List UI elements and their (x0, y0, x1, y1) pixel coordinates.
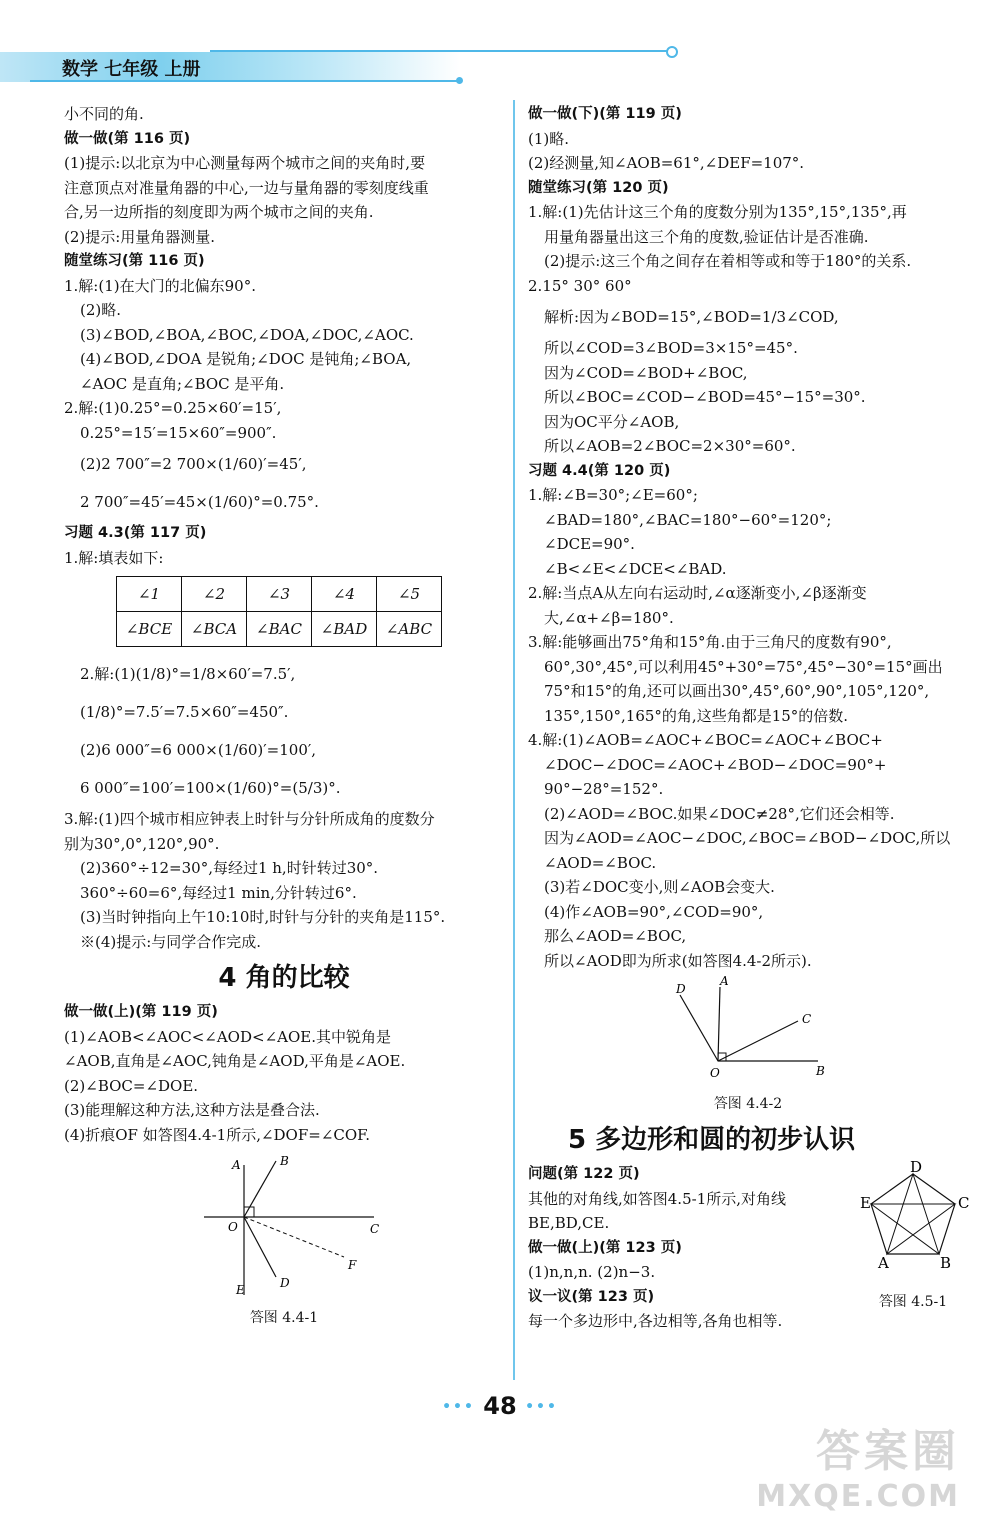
text-line: 小不同的角. (64, 105, 144, 123)
exercise-4-3-q1: 1.解:填表如下: (64, 548, 164, 567)
text-line: 75°和15°的角,还可以画出30°,45°,60°,90°,105°,120°, (544, 682, 930, 700)
text-line: ∠B<∠E<∠DCE<∠BAD. (544, 559, 727, 578)
text-line: 习题 4.4(第 120 页) (528, 462, 671, 479)
text-line: 合,另一边所指的刻度即为两个城市之间的夹角. (64, 203, 374, 221)
text-line: 360°÷60=6°,每经过1 min,分针转过6°. (80, 883, 357, 902)
table-cell: ∠BCE (117, 612, 182, 647)
header-rule-dot (666, 46, 678, 58)
table-cell: ∠ABC (377, 612, 442, 647)
text-line: 议一议(第 123 页) (528, 1288, 655, 1305)
left-text-block-b (64, 807, 504, 954)
math-line: (2)2 700″=2 700×(1/60)′=45′, (80, 455, 307, 473)
figure-4-5-1 (858, 1158, 970, 1314)
table-cell: ∠BAD (312, 612, 377, 647)
text-line: 随堂练习(第 120 页) (528, 179, 669, 196)
text-line: (3)∠BOD,∠BOA,∠BOC,∠DOA,∠DOC,∠AOC. (80, 325, 414, 344)
figure-4-4-2-diagram (658, 973, 838, 1083)
text-line: (2)360°÷12=30°,每经过1 h,时针转过30°. (80, 859, 379, 877)
page-number: 48 (483, 1392, 517, 1420)
header-rule-top (210, 50, 670, 52)
figure-4-4-1-caption: 答图 4.4-1 (249, 1309, 319, 1326)
text-line: 每一个多边形中,各边相等,各角也相等. (528, 1312, 783, 1330)
math-line: (1/8)°=7.5′=7.5×60″=450″. (80, 703, 289, 721)
text-line: (1)n,n,n. (2)n−3. (528, 1263, 656, 1281)
text-line: ※(4)提示:与同学合作完成. (80, 932, 262, 951)
text-line: 3.解:(1)四个城市相应钟表上时针与分针所成角的度数分 (64, 810, 435, 828)
text-line: 做一做(上)(第 123 页) (528, 1239, 682, 1256)
fig1-label: D (280, 1276, 290, 1290)
fig2-label: B (816, 1064, 825, 1078)
watermark-line2: MXQE.COM (756, 1479, 960, 1514)
figure-4-4-2 (528, 973, 968, 1116)
left-math-block-b (64, 655, 504, 807)
exercise-4-3-heading: 习题 4.3(第 117 页) (64, 525, 207, 541)
text-line: (4)作∠AOB=90°,∠COD=90°, (544, 902, 764, 921)
text-line: 注意顶点对准量角器的中心,一边与量角器的零刻度线重 (64, 178, 429, 197)
footer-dots-left: ••• (442, 1399, 475, 1415)
text-line: 那么∠AOD=∠BOC, (544, 927, 687, 945)
text-line: ∠DCE=90°. (544, 535, 635, 553)
text-line: ∠AOD=∠BOC. (544, 853, 657, 872)
table-cell: ∠5 (377, 577, 442, 612)
text-line: (1)提示:以北京为中心测量每两个城市之间的夹角时,要 (64, 154, 426, 172)
left-column (64, 102, 504, 1330)
right-column (528, 102, 968, 1334)
table-cell: ∠BAC (247, 612, 312, 647)
text-line: 90°−28°=152°. (544, 780, 664, 798)
answer-table-value-row (117, 612, 442, 647)
section-5-title: 5 多边形和圆的初步认识 (568, 1125, 856, 1155)
left-text-block-a (64, 102, 504, 445)
text-line: 所以∠AOD即为所求(如答图4.4-2所示). (544, 951, 812, 970)
text-line: ∠AOB,直角是∠AOC,钝角是∠AOD,平角是∠AOE. (64, 1052, 406, 1070)
watermark (756, 1415, 960, 1514)
math-line: 6 000″=100′=100×(1/60)°=(5/3)°. (80, 779, 341, 797)
table-cell: ∠3 (247, 577, 312, 612)
table-cell: ∠1 (117, 577, 182, 612)
text-line: 所以∠BOC=∠COD−∠BOD=45°−15°=30°. (544, 388, 866, 406)
figure-4-4-1 (64, 1147, 504, 1330)
text-line: 60°,30°,45°,可以利用45°+30°=75°,45°−30°=15°画出 (544, 657, 943, 676)
fig3-label: A (878, 1254, 889, 1272)
column-divider (513, 100, 515, 1380)
section-4-title: 4 角的比较 (218, 963, 350, 993)
text-line: 别为30°,0°,120°,90°. (64, 834, 220, 853)
answer-table-header-row (117, 577, 442, 612)
section-5-body (528, 1158, 970, 1334)
fig3-label: E (860, 1194, 871, 1212)
text-line: 因为∠COD=∠BOD+∠BOC, (544, 363, 748, 382)
table-cell: ∠BCA (182, 612, 247, 647)
fig3-label: C (958, 1194, 970, 1212)
text-line: 因为OC平分∠AOB, (544, 412, 680, 431)
figure-4-5-1-caption: 答图 4.5-1 (878, 1293, 948, 1310)
text-line: (4)∠BOD,∠DOA 是锐角;∠DOC 是钝角;∠BOA, (80, 350, 412, 368)
answer-table (116, 576, 442, 647)
header-title: 数学 七年级 上册 (62, 59, 201, 80)
right-text-block-a (528, 102, 968, 298)
text-line: 问题(第 122 页) (528, 1166, 640, 1182)
text-line: 4.解:(1)∠AOB=∠AOC+∠BOC=∠AOC+∠BOC+ (528, 731, 883, 749)
text-line: 2.解:(1)0.25°=0.25×60′=15′, (64, 399, 282, 417)
text-line: 1.解:∠B=30°;∠E=60°; (528, 486, 698, 504)
text-line: (1)∠AOB<∠AOC<∠AOD<∠AOE.其中锐角是 (64, 1027, 391, 1046)
text-line: ∠AOC 是直角;∠BOC 是平角. (80, 374, 285, 393)
text-line: 做一做(第 116 页) (64, 130, 191, 147)
text-line: 做一做(下)(第 119 页) (528, 106, 682, 122)
math-line: 解析:因为∠BOD=15°,∠BOD=1/3∠COD, (544, 308, 839, 326)
text-line: (2)提示:用量角器测量. (64, 227, 216, 246)
watermark-line1: 答案圈 (816, 1426, 960, 1477)
right-math-block-a (528, 298, 968, 336)
text-line: 3.解:能够画出75°角和15°角.由于三角尺的度数有90°, (528, 633, 892, 651)
text-line: ∠BAD=180°,∠BAC=180°−60°=120°; (544, 510, 832, 529)
left-text-block-c (64, 1000, 504, 1147)
text-line: (4)折痕OF 如答图4.4-1所示,∠DOF=∠COF. (64, 1125, 371, 1144)
text-line: (2)∠AOD=∠BOC.如果∠DOC≠28°,它们还会相等. (544, 804, 895, 823)
text-line: (2)∠BOC=∠DOE. (64, 1076, 199, 1095)
fig2-label: C (802, 1012, 812, 1026)
fig3-label: D (910, 1158, 923, 1176)
table-cell: ∠4 (312, 577, 377, 612)
table-cell: ∠2 (182, 577, 247, 612)
text-line: 随堂练习(第 116 页) (64, 253, 205, 269)
fig2-label: D (676, 982, 686, 996)
left-math-block-a (64, 445, 504, 521)
fig2-label: O (710, 1066, 720, 1080)
text-line: 1.解:(1)先估计这三个角的度数分别为135°,15°,135°,再 (528, 203, 907, 221)
fig1-label: E (236, 1283, 245, 1297)
text-line: 大,∠α+∠β=180°. (544, 608, 674, 627)
right-text-block-b (528, 336, 968, 973)
text-line: (2)经测量,知∠AOB=61°,∠DEF=107°. (528, 154, 805, 172)
text-line: (2)提示:这三个角之间存在着相等或和等于180°的关系. (544, 252, 912, 270)
text-line: (3)若∠DOC变小,则∠AOB会变大. (544, 878, 775, 896)
fig2-label: A (720, 974, 729, 988)
fig1-label: O (228, 1220, 238, 1234)
text-line: 2.解:当点A从左向右运动时,∠α逐渐变小,∠β逐渐变 (528, 584, 867, 602)
text-line: 0.25°=15′=15×60″=900″. (80, 423, 277, 442)
fig1-label: F (348, 1258, 357, 1272)
math-line: 2.解:(1)(1/8)°=1/8×60′=7.5′, (80, 665, 296, 683)
text-line: ∠DOC−∠DOC=∠AOC+∠BOD−∠DOC=90°+ (544, 755, 887, 774)
figure-4-4-1-diagram (184, 1147, 384, 1297)
text-line: 所以∠AOB=2∠BOC=2×30°=60°. (544, 437, 796, 455)
fig1-label: A (232, 1158, 241, 1172)
math-line: 2 700″=45′=45×(1/60)°=0.75°. (80, 493, 319, 511)
fig1-label: C (370, 1222, 380, 1236)
text-line: (2)略. (80, 301, 122, 319)
text-line: (3)能理解这种方法,这种方法是叠合法. (64, 1101, 320, 1119)
figure-4-5-1-diagram (858, 1158, 970, 1282)
figure-4-4-2-caption: 答图 4.4-2 (713, 1095, 783, 1112)
fig3-label: B (940, 1254, 952, 1272)
header-rule-dot-2 (456, 77, 463, 84)
text-line: 其他的对角线,如答图4.5-1所示,对角线 (528, 1189, 787, 1208)
text-line: 2.15° 30° 60° (528, 276, 632, 295)
fig1-label: B (280, 1154, 289, 1168)
text-line: (3)当时钟指向上午10:10时,时针与分针的夹角是115°. (80, 908, 446, 926)
text-line: (1)略. (528, 129, 570, 148)
text-line: 因为∠AOD=∠AOC−∠DOC,∠BOC=∠BOD−∠DOC,所以 (544, 829, 951, 847)
text-line: 1.解:(1)在大门的北偏东90°. (64, 276, 256, 295)
footer-dots-right: ••• (525, 1399, 558, 1415)
math-line: (2)6 000″=6 000×(1/60)′=100′, (80, 741, 317, 759)
text-line: BE,BD,CE. (528, 1214, 610, 1232)
text-line: 135°,150°,165°的角,这些角都是15°的倍数. (544, 706, 849, 725)
text-line: 所以∠COD=3∠BOD=3×15°=45°. (544, 339, 798, 357)
text-line: 做一做(上)(第 119 页) (64, 1004, 218, 1020)
text-line: 用量角器量出这三个角的度数,验证估计是否准确. (544, 227, 869, 246)
